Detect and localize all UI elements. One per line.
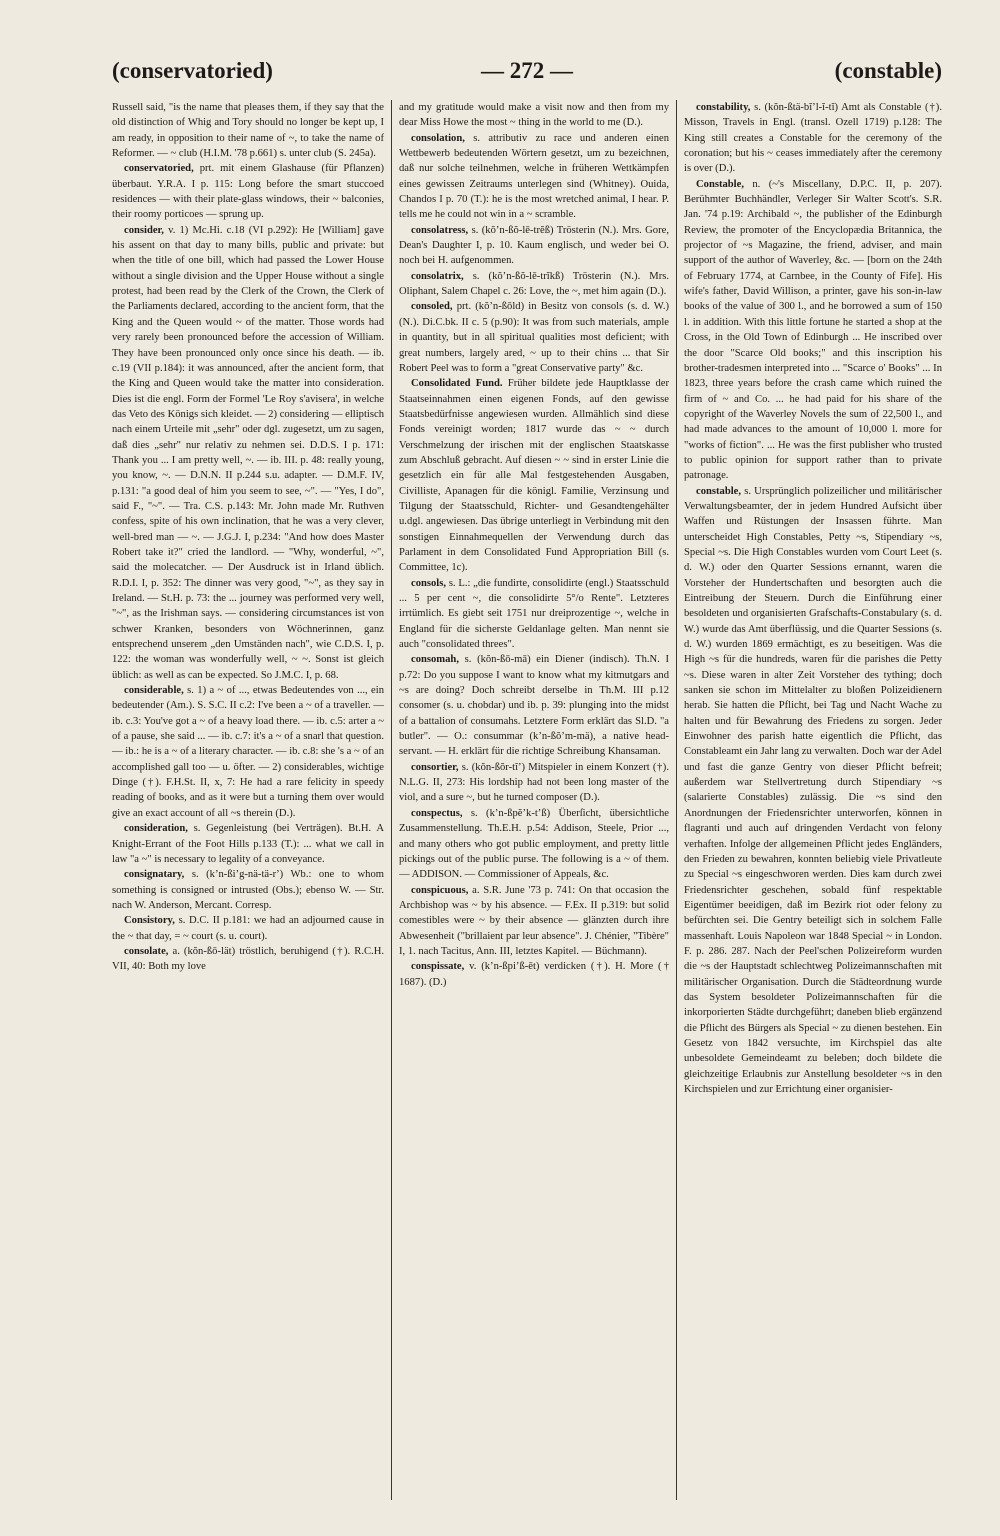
entry-headword: conspicuous,	[411, 884, 469, 896]
column-1	[112, 100, 384, 1500]
dictionary-entry	[684, 484, 942, 1098]
entry-text: s. (kʼn-ßiʼg-nä-tä-rʼ) Wb.: one to whom something is consigned or intrusted (Obs.); ebenso W. — Str. nach W. Anderson, Mercant. Corresp.	[112, 869, 384, 911]
dictionary-entry	[112, 161, 384, 222]
entry-text: s. (kŏn-ßō-mā) ein Diener (indisch). Th.N. I p.72: Do you suppose I want to know what my kitmutgars and ~s are doing? Doch schreibt derselbe in Th.M. III p.12 consomer (s. u. chobdar) und ib. p. 39: plunging into the midst of a battalion of consumahs. Letztere Form erklärt das Sl.D. "a butler". — O.: consummar (kʼn-ßŏʼm-mä), a native head-servant. — H. erklärt für die richtige Schreibung Khansaman.	[399, 654, 669, 758]
entry-text: s. (kʼn-ßpĕʼk-tʼß) Überſicht, übersichtliche Zusammenstellung. Th.E.H. p.54: Addison, Steele, Prior ..., and many others who got public employment, and pretty little pickings out of the public purse. The following is a ~ of them. — ADDISON. — Commissioner of Appeals, &c.	[399, 807, 669, 881]
entry-headword: conservatoried,	[124, 163, 194, 175]
entry-headword: considerable,	[124, 685, 184, 697]
entry-headword: Consistory,	[124, 915, 175, 927]
running-header	[112, 58, 942, 92]
dictionary-entry	[112, 223, 384, 683]
dictionary-entry	[684, 100, 942, 177]
dictionary-entry	[399, 131, 669, 223]
entry-text: s. (kŏʼn-ßŏ-lē-trĭkß) Trösterin (N.). Mrs. Oliphant, Salem Chapel c. 26: Love, the ~, met him again (D.).	[399, 270, 669, 298]
entry-text: v. 1) Mc.Hi. c.18 (VI p.292): He [William] gave his assent on that day to many bills, public and private: but when the title of one bill, which had passed the Lower House without a single division and the Upper House without a single protest, had been read by the Clerk of the Crown, the Clerk of the Parliaments declared, according to the ancient form, that the King and the Queen would ~ of the matter. Those words had very rarely been pronounced before the accession of William. They have been pronounced only once since his death. — ib. c.19 (VII p.184): it was announced, after the ancient form, that the King and Queen would take the matter into consideration. Dies ist die engl. Form der Formel 'Le Roy s'avisera', in welche das Veto des Königs sich kleidet. — 2) considering — elliptisch nach einem Urteile mit „sehr" oder dgl. zugesetzt, um zu sagen, daß dies „sehr" nur relativ zu nehmen sei. D.D.S. I p. 171: Thank you ... I am pretty well, ~. — ib. III. p. 48: really young, you know, ~. — D.N.N. II p.244 s.u. adapter. — D.M.F. IV, p.131: "a good deal of him you seem to see, ~". — "Yes, I do", said F., "~". — Tra. C.S. p.143: Mr. John made Mr. Ruthven confess, spite of his own inclination, that he was a very clever, well-bred man — ~. — J.G.J. I, p.234: "And how does Master Robert take it?" cried the landlord. — "Why, wonderful, ~", said the molecatcher. — Der Ausdruck ist in Irland üblich. R.D.I. I, p. 352: The dinner was very good, "~", as they say in Ireland. — St.H. p. 73: the ... journey was performed very well, "~", as the Irishman says. — considering circumstances ist von schwer Kranken, besonders von Wöchnerinnen, ganz entsprechend unserem „den Umständen nach", wie C.D.S. I, p. 122: the woman was wonderfully well, ~ ~. Sonst ist gleich üblich: as well as can be expected. So J.M.C. I, p. 68.	[112, 224, 384, 681]
dictionary-entry	[112, 944, 384, 975]
entry-headword: consider,	[124, 224, 164, 236]
column-rule	[391, 100, 392, 1500]
entry-text: Früher bildete jede Hauptklasse der Staatseinnahmen einen eigenen Fonds, auf den gewisse Staatsbedürfnisse angewiesen wurden. Allmählich sind diese Fonds vereinigt worden; 1817 wurde das ~ ~ durch Verschmelzung der irischen mit der englischen Staatskasse zum Abschluß gebracht. Auf diesen ~ ~ sind in erster Linie die gesetzlich ein für alle Mal festgestehenden Ausgaben, Civilliste, Apanagen für die königl. Familie, Verzinsung und Tilgung der Staatsschuld, Richter- und Gesandtengehälter u.dgl. angewiesen. Das übrige unterliegt in Verbindung mit den sonstigen Einnahmequellen der Verwendung durch das Parlament in dem Consolidated Fund Appropriation Bill (s. Committee, 1c).	[399, 378, 669, 574]
dictionary-entry	[112, 913, 384, 944]
entry-headword: consols,	[411, 577, 447, 589]
header-left-guideword: (conservatoried)	[112, 58, 273, 83]
column-2	[399, 100, 669, 1500]
entry-headword: consideration,	[124, 823, 188, 835]
dictionary-entry	[112, 683, 384, 821]
entry-headword: constable,	[696, 485, 742, 497]
entry-text: s. 1) a ~ of ..., etwas Bedeutendes von ..., ein bedeutender (Am.). S. S.C. II c.2: I've been a ~ of a traveller. — ib. c.3: You've got a ~ of a heavy load there. — ib. c.5: arter a ~ of a pause, she said ... — ib. c.7: it's a ~ of a snarl that question. — ib.: he is a ~ of a literary character. — ib. c.8: she 's a ~ of an accomplished gall too — u. öfter. — 2) considerables, wichtige Dinge (†). F.H.St. II, x, 7: He had a rare felicity in speedy reading of books, and as it were but a turning them over would give an exact account of all ~s therein (D.).	[112, 685, 384, 819]
entry-headword: Consolidated Fund.	[411, 378, 503, 390]
dictionary-entry	[399, 806, 669, 883]
dictionary-entry	[112, 821, 384, 867]
entry-text: s. attributiv zu race und anderen einen Wettbewerb bedeutenden Wörtern gesetzt, um zu bezeichnen, daß nur solche teilnehmen, welche in früheren Wettkämpfen eines gewissen Zeitraums unterlegen sind (Whitney). Ouida, Chandos I p. 70 (T.): he is the most wretched animal, I hear. P. tells me he could not win in a ~ scramble.	[399, 132, 669, 221]
dictionary-entry	[399, 269, 669, 300]
entry-headword: constability,	[696, 102, 751, 113]
dictionary-entry	[399, 959, 669, 990]
dictionary-entry	[684, 177, 942, 484]
entry-text: s. L.: „die fundirte, consolidirte (engl.) Staatsschuld ... 5 per cent ~, die consolidirte 5°/o Rente". Letzteres irrtümlich. Es giebt seit 1751 nur dreiprozentige ~, welche in England für die sicherste Geldanlage gelten. Man nennt sie auch "consolidated threes".	[399, 577, 669, 651]
entry-text: prt. (kŏʼn-ßōld) in Besitz von consols (s. d. W.) (N.). Di.C.bk. II c. 5 (p.90): It was from such materials, ample in quantity, but in all spiritual qualities most deficient; with great numbers, largely ared, ~ up to their chins ... that Sir Robert Peel was to form a "great Conservative party" &c.	[399, 301, 669, 374]
entry-headword: consignatary,	[124, 869, 185, 881]
header-right-guideword: (constable)	[834, 58, 942, 83]
entry-headword: consortier,	[411, 761, 459, 773]
entry-text: s. (kŏʼn-ßŏ-lē-trĕß) Trösterin (N.). Mrs. Gore, Dean's Daughter I, p. 10. Kaum englisch, und weder bei O. noch bei H. aufgenommen.	[399, 224, 669, 267]
entry-text: s. D.C. II p.181: we had an adjourned cause in the ~ that day, = ~ court (s. u. court).	[112, 915, 384, 942]
entry-text: a. (kŏn-ßō-lät) tröstlich, beruhigend (†). R.C.H. VII, 40: Both my love	[112, 945, 384, 973]
entry-text: v. (kʼn-ßpiʼß-ēt) verdicken (†). H. More († 1687). (D.)	[399, 961, 669, 988]
dictionary-entry	[399, 100, 669, 131]
entry-text: s. (kŏn-ßŏr-tîʼ) Mitspieler in einem Konzert (†). N.L.G. II, 273: His lordship had not been long master of the viol, and a sure ~, but he turned composer (D.).	[399, 761, 669, 804]
entry-headword: consomah,	[411, 654, 459, 666]
dictionary-entry	[399, 760, 669, 806]
dictionary-entry	[399, 299, 669, 376]
entry-headword: consolatrix,	[411, 270, 464, 282]
dictionary-entry	[112, 100, 384, 161]
entry-text: prt. mit einem Glashause (für Pflanzen) überbaut. Y.R.A. I p. 115: Long before the smart stuccoed residences — with their plate-glass windows, their ~ balconies, their roomy porticoes — sprung up.	[112, 163, 384, 221]
dictionary-entry	[112, 867, 384, 913]
entry-text: and my gratitude would make a visit now and then from my dear Miss Howe the most ~ thing in the world to me (D.).	[399, 102, 669, 129]
entry-text: Russell said, "is the name that pleases them, if they say that the old distinction of Whig and Tory should no longer be kept up, I am ready, in opposition to their name of ~, to take the name of Reformer. — ~ club (H.I.M. '78 p.661) s. unter club (S. 245a).	[112, 102, 384, 160]
entry-headword: consolate,	[124, 945, 169, 957]
entry-text: s. Ursprünglich polizeilicher und militärischer Verwaltungsbeamter, der in jedem Hundred Aufsicht über Waffen und Rüstungen der Insassen führte. Man unterscheidet High Constables, Petty ~s, Stipendiary ~s, Special ~s. Die High Constables wurden vom Court Leet (s. d. W.) oder den Quarter Sessions ernannt, waren die Vorsteher der Hundertschaften und besorgten auch die Eintreibung der Steuern. Durch die Einführung einer besoldeten und organisierten Grafschafts-Constabulary (s. d. W.) wurde das Amt überflüssig, und die Quarter Sessions (s. d. W.) wurden 1869 ermächtigt, es zu beseitigen. Was die High ~s für die hundreds, waren für die parishes die Petty ~s. Diese waren in alter Zeit Vorsteher des tything; doch sanken sie schon im Mittelalter zu bloßen Polizeidienern herab. Sie hatten die Pflicht, bei Tag und Nacht Wache zu halten und für Bewahrung des Friedens zu sorgen. Jeder Einwohner des parish hatte eigentlich die Pflicht, das Constableamt ein Jahr lang zu verwalten. Doch war der Adel und fast die ganze Gentry von dieser Pflicht befreit; außerdem war Stellvertretung durch Stipendiary ~s (salarierte Constables) zulässig. Die ~s sind den Anordnungen der Friedensrichter unterworfen, können in flagranti und auch auf dringenden Verdacht von felony verhaften. Infolge der allgemeinen Pflicht jedes Engländers, den Frieden zu bewahren, konnten beliebig viele Privatleute zu Special ~s eingeschworen werden. Dies kam durch zwei Friedensrichter geschehen, sobald fünf respektable Eigentümer beeidigen, daß im Bezirk riot oder felony zu befürchten sei. Die Gentry beteiligt sich in solchem Falle massenhaft. Louis Napoleon war 1848 Special ~ in London. F. p. 286. 287. Nach der Peel'schen Polizeireform wurden die ~s der Hauptstadt schlechtweg Polizeimannschaften mit militärischer Organisation. Durch die Städteordnung wurde das System besoldeter Polizeimannschaften für die inkorporierten Städte durchgeführt; daneben blieb ergänzend die Pflicht des Bürgers als Special ~ zu dienen bestehen. Ein Gesetz von 1842 versuchte, im Kirchspiel das alte unbesoldete Gemeindeamt zu beleben; doch bildete die gleichzeitige Erlaubnis zur Anstellung besoldeter ~s in den Kirchspielen und zur Errichtung einer organisier-	[684, 485, 942, 1095]
entry-text: s. Gegenleistung (bei Verträgen). Bt.H. A Knight-Errant of the Foot Hills p.133 (T.): ... what we call in law "a ~" is necessary to legality of a conveyance.	[112, 823, 384, 865]
entry-text: s. (kŏn-ßtä-bĭʼl-ĭ-tĭ) Amt als Constable (†). Misson, Travels in Engl. (transl. Ozell 1719) p.128: The King still creates a Constable for the ceremony of the coronation; but his ~ ceases immediately after the ceremony is over (D.).	[684, 102, 942, 175]
page-number: — 272 —	[481, 58, 573, 83]
dictionary-entry	[399, 376, 669, 575]
entry-headword: consoled,	[411, 301, 453, 313]
dictionary-entry	[399, 223, 669, 269]
entry-headword: Constable,	[696, 178, 744, 190]
dictionary-entry	[399, 883, 669, 960]
entry-headword: conspectus,	[411, 807, 463, 819]
entry-headword: conspissate,	[411, 961, 465, 973]
entry-text: n. (~'s Miscellany, D.P.C. II, p. 207). Berühmter Buchhändler, Verleger Sir Walter Scott's. S.R. Jan. '74 p.19: Archibald ~, the publisher of the Edinburgh Review, the promoter of the Encyclopædia Britannica, the projector of ~s Magazine, the friend, adviser, and main support of the author of Waverley, &c. — [born on the 24th of February 1774, at Carnbee, in the County of Fife]. His wife's father, David Willison, a printer, gave his son-in-law books of the value of 300 l., and he borrowed a sum of 150 l. in addition. With this little fortune he started a shop at the Cross, in the Old Town of Edinburgh ... He inscribed over the door "Scarce Old books;" and this inscription his brother-tradesmen interpreted into ... "Scarce o' Books" ... In 1823, three years before the crash came which ruined the firm of ~ and Co. ... he had paid for his share of the copyright of the Waverley Novels the sum of 22,500 l., and had made advances to the amount of 10,000 l. more for "works of fiction". ... He was the first publisher who trusted to public opinion for support rather than to private patronage.	[684, 178, 942, 482]
dictionary-entry	[399, 576, 669, 653]
entry-headword: consolatress,	[411, 224, 469, 236]
dictionary-entry	[399, 652, 669, 759]
column-3	[684, 100, 942, 1500]
entry-headword: consolation,	[411, 132, 465, 144]
column-rule	[676, 100, 677, 1500]
entry-text: a. S.R. June '73 p. 741: On that occasion the Archbishop was ~ by his absence. — F.Ex. II p.319: but solid comestibles were ~ by their absence — glänzten durch ihre Abwesenheit ("brillaient par leur absence". J. Chénier, "Tibère" I, 1. nach Tacitus, Ann. III, letztes Kapitel. — Büchmann).	[399, 884, 669, 957]
